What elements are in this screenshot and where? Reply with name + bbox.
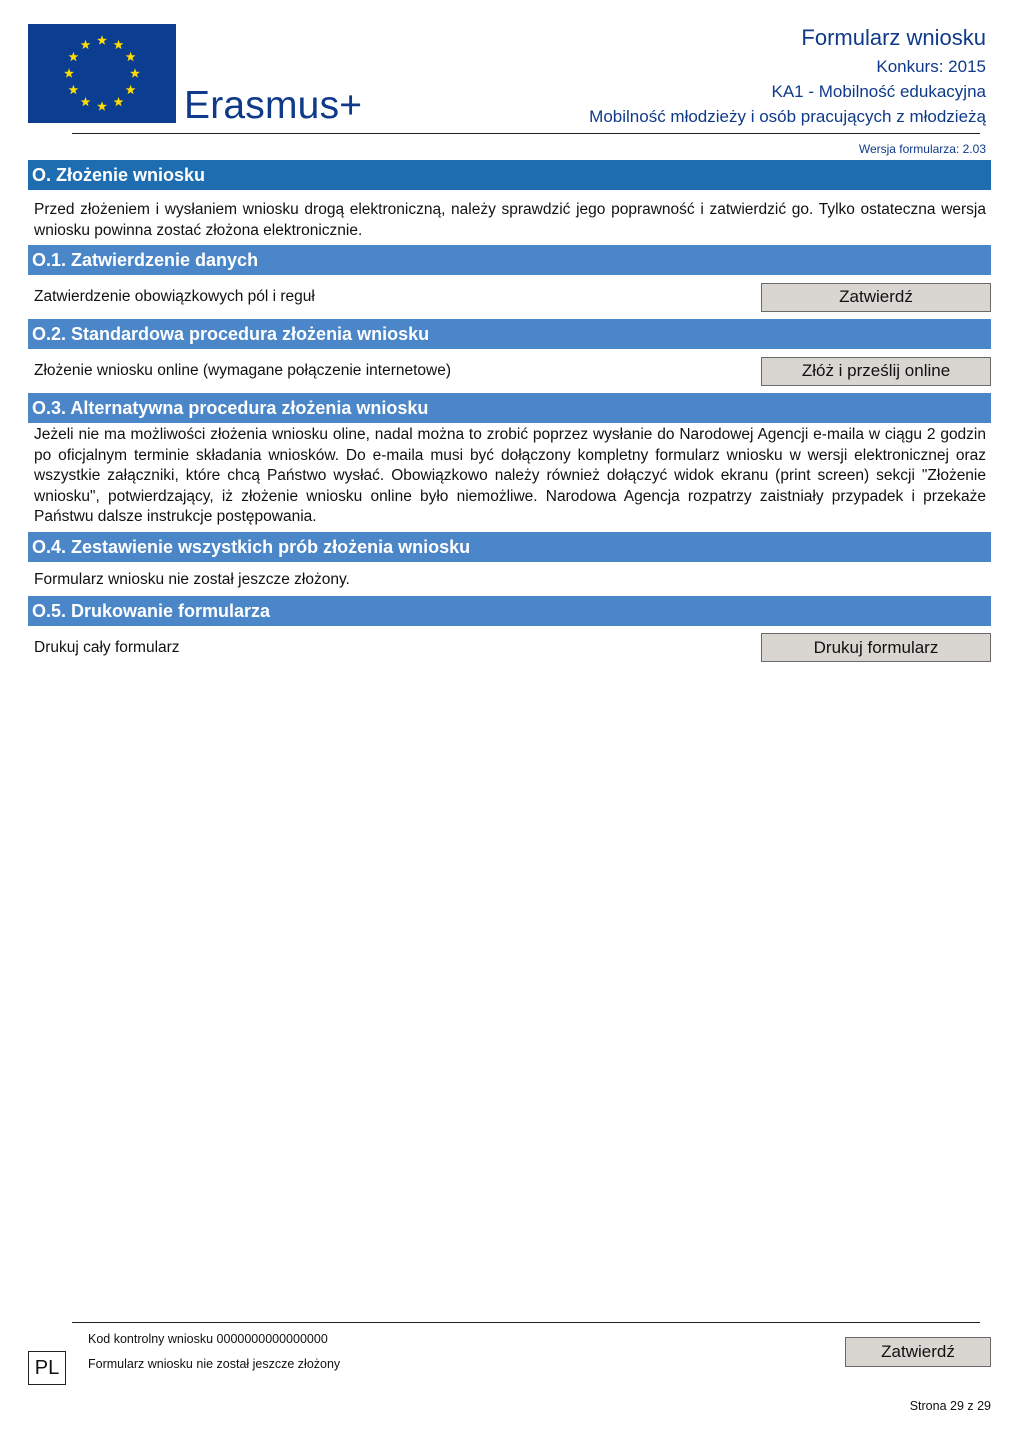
form-title: Formularz wniosku <box>801 25 986 50</box>
footer-validate-button[interactable]: Zatwierdź <box>845 1337 991 1367</box>
eu-star-icon <box>97 35 107 44</box>
submission-status: Formularz wniosku nie został jeszcze złożony <box>88 1357 341 1371</box>
eu-stars-icon <box>28 24 176 123</box>
alternative-procedure-text: Jeżeli nie ma możliwości złożenia wniosku oline, nadal można to zrobić poprzez wysłanie do Narodowej Agencji e-maila w ciągu 2 godzin po oficjalnym terminie składania wniosków. Do e-maila musi być dołączony kompletny formularz wniosku w wersji elektronicznej oraz wszystkie załączniki, które chcą Państwo wysłać. Obowiązkowo należy również dołączyć widok ekranu (print screen) sekcji "Złożenie wniosku", potwierdzający, iż złożenie wniosku online było niemożliwe. Narodowa Agencja rozpatrzy zaistniały przypadek i przekaże Państwu dalsze instrukcje postępowania. <box>34 426 986 525</box>
eu-flag-logo <box>28 24 176 123</box>
submission-history-text: Formularz wniosku nie został jeszcze złożony. <box>34 570 350 588</box>
eu-star-icon <box>81 40 91 49</box>
eu-star-icon <box>81 97 91 106</box>
header-divider <box>72 133 980 134</box>
validation-label: Zatwierdzenie obowiązkowych pól i reguł <box>34 288 315 305</box>
section-title-alternative-submission: O.3. Alternatywna procedura złożenia wniosku <box>28 393 991 423</box>
eu-star-icon <box>114 40 124 49</box>
online-submission-row <box>28 349 991 393</box>
subaction-label: Mobilność młodzieży i osób pracujących z młodzieżą <box>589 107 986 126</box>
eu-star-icon <box>130 68 140 77</box>
eu-star-icon <box>97 101 107 110</box>
footer-divider <box>72 1322 980 1323</box>
eu-star-icon <box>68 52 78 61</box>
submit-online-button[interactable]: Złóż i prześlij online <box>761 357 991 386</box>
checksum-label: Kod kontrolny wniosku 0000000000000000 <box>88 1332 328 1346</box>
online-submission-label: Złożenie wniosku online (wymagane połączenie internetowe) <box>34 362 452 379</box>
section-title-validation: O.1. Zatwierdzenie danych <box>28 245 991 275</box>
section-title-print: O.5. Drukowanie formularza <box>28 596 991 626</box>
validation-row <box>28 275 991 319</box>
page-number: Strona 29 z 29 <box>909 1399 991 1413</box>
validate-button[interactable]: Zatwierdź <box>761 283 991 312</box>
action-label: KA1 - Mobilność edukacyjna <box>771 82 986 101</box>
contest-label: Konkurs: 2015 <box>876 57 986 76</box>
eu-star-icon <box>68 85 78 94</box>
erasmus-brand: Erasmus+ <box>184 84 363 127</box>
eu-star-icon <box>126 85 136 94</box>
eu-star-icon <box>126 52 136 61</box>
intro-text: Przed złożeniem i wysłaniem wniosku drogą elektroniczną, należy sprawdzić jego poprawność i zatwierdzić go. Tylko ostateczna wersja wniosku powinna zostać złożona elektronicznie. <box>34 201 986 239</box>
print-row <box>28 626 991 670</box>
section-title-standard-submission: O.2. Standardowa procedura złożenia wniosku <box>28 319 991 349</box>
section-title-submission: O. Złożenie wniosku <box>28 160 991 190</box>
section-title-submission-history: O.4. Zestawienie wszystkich prób złożenia wniosku <box>28 532 991 562</box>
form-version: Wersja formularza: 2.03 <box>858 142 986 156</box>
form-header <box>589 22 986 129</box>
main-content <box>28 160 991 670</box>
print-label: Drukuj cały formularz <box>34 638 180 656</box>
print-form-button[interactable]: Drukuj formularz <box>761 633 991 662</box>
eu-star-icon <box>64 68 74 77</box>
eu-star-icon <box>114 97 124 106</box>
language-badge: PL <box>28 1351 66 1385</box>
